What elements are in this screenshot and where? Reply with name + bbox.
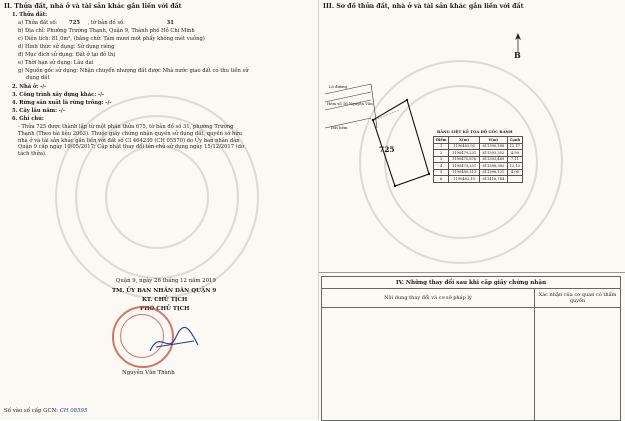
notes-title: 6. Ghi chú: — [12, 116, 44, 122]
changes-col-content: Nội dung thay đổi và cơ sở pháp lý — [322, 289, 535, 308]
changes-empty-row — [322, 308, 621, 421]
section-title: II. Thửa đất, nhà ở và tài sản khác gắn liền với đất — [4, 3, 182, 10]
north-letter: B — [514, 50, 521, 60]
note-line: Quận 9 cấp ngày 10/05/2017; Cập nhật thay đổi tên chủ sử dụng ngày 15/12/2017 (do — [18, 144, 245, 151]
right-panel — [318, 0, 625, 420]
table-cell: 1190482,93 — [449, 143, 480, 150]
registry-label: Số vào sổ cấp GCN: — [4, 408, 58, 414]
road-label: Hẻm số 16 Nguyễn Văn — [327, 101, 373, 106]
north-arrow-icon — [513, 32, 523, 54]
usage-purpose-line: đ) Mục đích sử dụng: Đất ở tại đô thị — [18, 52, 115, 58]
changes-title: IV. Những thay đổi sau khi cấp giấy chứng nhận — [322, 277, 621, 289]
usage-form-line: d) Hình thức sử dụng: Sử dụng riêng — [18, 44, 115, 50]
table-cell: 4 — [434, 163, 449, 170]
registry-number — [4, 408, 87, 415]
road-label: Lộ đường — [329, 84, 348, 89]
divider — [319, 272, 625, 273]
forest-line: 4. Rừng sản xuất là rừng trồng: -/- — [12, 100, 112, 106]
sub-title: 1. Thửa đất: — [12, 12, 48, 18]
table-header: Y(m) — [479, 137, 507, 144]
note-line: tách thửa). — [18, 151, 47, 158]
table-cell: 1190480,213 — [449, 169, 480, 176]
construction-line: 3. Công trình xây dựng khác: -/- — [12, 92, 105, 98]
table-cell: 611393,469 — [479, 156, 507, 163]
changes-table — [321, 276, 621, 421]
table-cell: 12,17 — [507, 143, 522, 150]
table-cell: 611398,382 — [479, 163, 507, 170]
parcel-id-label: 725 — [379, 145, 395, 154]
table-header: X(m) — [449, 137, 480, 144]
table-cell: 3 — [434, 156, 449, 163]
road-label: Đất hẻm — [331, 125, 348, 130]
table-cell — [507, 176, 522, 183]
table-cell: 4,06 — [507, 169, 522, 176]
map-label: , tờ bản đồ số: — [87, 20, 125, 26]
table-cell: 611390,188 — [479, 143, 507, 150]
tree-line: 5. Cây lâu năm: -/- — [12, 108, 65, 114]
table-cell: 1190482,15 — [449, 176, 480, 183]
signature-scribble — [146, 325, 206, 360]
table-cell: 2 — [434, 150, 449, 157]
note-line: Thạnh (Theo tài liệu 2003). Thuộc giấy chứng nhận quyền sử dụng đất, quyền sở hữu — [18, 130, 243, 137]
table-cell: 4,99 — [507, 150, 522, 157]
registry-value: CH 08595 — [59, 408, 88, 414]
signer-name: Nguyễn Văn Thành — [122, 370, 175, 376]
table-cell: 611396,121 — [479, 169, 507, 176]
sign-org: TM. ỦY BAN NHÂN DÂN QUẬN 9 — [112, 288, 217, 294]
changes-empty-cell — [322, 308, 535, 421]
coord-table-title: BẢNG LIỆT KÊ TỌA ĐỘ GÓC RANH — [437, 129, 513, 134]
table-cell: 1 — [434, 143, 449, 150]
origin-line-2: dụng đất — [26, 75, 50, 81]
coord-table — [433, 136, 523, 183]
table-cell: 611393,352 — [479, 150, 507, 157]
watermark-ring — [105, 145, 209, 249]
table-cell: 611416,744 — [479, 176, 507, 183]
map-number: 31 — [166, 20, 174, 26]
table-cell: 6 — [434, 176, 449, 183]
usage-term-line: e) Thời hạn sử dụng: Lâu dài — [18, 60, 94, 66]
table-cell: 1190473,251 — [449, 163, 480, 170]
table-header: Cạnh — [507, 137, 522, 144]
table-cell: 5 — [434, 169, 449, 176]
section-title: III. Sơ đồ thửa đất, nhà ở và tài sản khác gắn liền với đất — [323, 3, 524, 10]
changes-empty-cell — [535, 308, 621, 421]
origin-line: g) Nguồn gốc sử dụng: Nhận chuyển nhượng đất được Nhà nước giao đất có thu tiền sử — [18, 68, 249, 74]
area-line: c) Diện tích: 81,0m², (bằng chữ: Tám mươi mốt phẩy không mét vuông) — [18, 36, 205, 42]
changes-col-confirm: Xác nhận của cơ quan có thẩm quyền — [535, 289, 621, 308]
table-header: Điểm — [434, 137, 449, 144]
table-row — [434, 176, 523, 183]
address-line: b) Địa chỉ: Phường Trường Thạnh, Quận 9, Thành phố Hồ Chí Minh — [18, 28, 195, 34]
changes-header-row — [322, 289, 621, 308]
table-cell: 1190479,231 — [449, 150, 480, 157]
house-line: 2. Nhà ở: -/- — [12, 84, 47, 90]
table-cell: 12,13 — [507, 163, 522, 170]
table-cell: 7,11 — [507, 156, 522, 163]
parcel-label: a) Thửa đất số: — [18, 20, 58, 26]
changes-title-row — [322, 277, 621, 289]
table-cell: 1190475,876 — [449, 156, 480, 163]
note-line: - Thửa 725 được thành lập từ một phần thửa 675, tờ bản đồ số 31, phường Trường — [18, 124, 234, 130]
note-line: nhà ở và tài sản khác gắn liền với đất số CI 464230 (CH 05570) do Ủy ban nhân dân — [18, 137, 240, 144]
sign-kt: KT. CHỦ TỊCH — [142, 297, 188, 303]
notes-body — [18, 124, 314, 158]
parcel-line — [18, 20, 174, 27]
sign-date: Quận 9, ngày 26 tháng 12 năm 2019 — [116, 278, 216, 284]
sign-role: PHÓ CHỦ TỊCH — [140, 306, 190, 312]
parcel-number: 725 — [69, 20, 80, 26]
